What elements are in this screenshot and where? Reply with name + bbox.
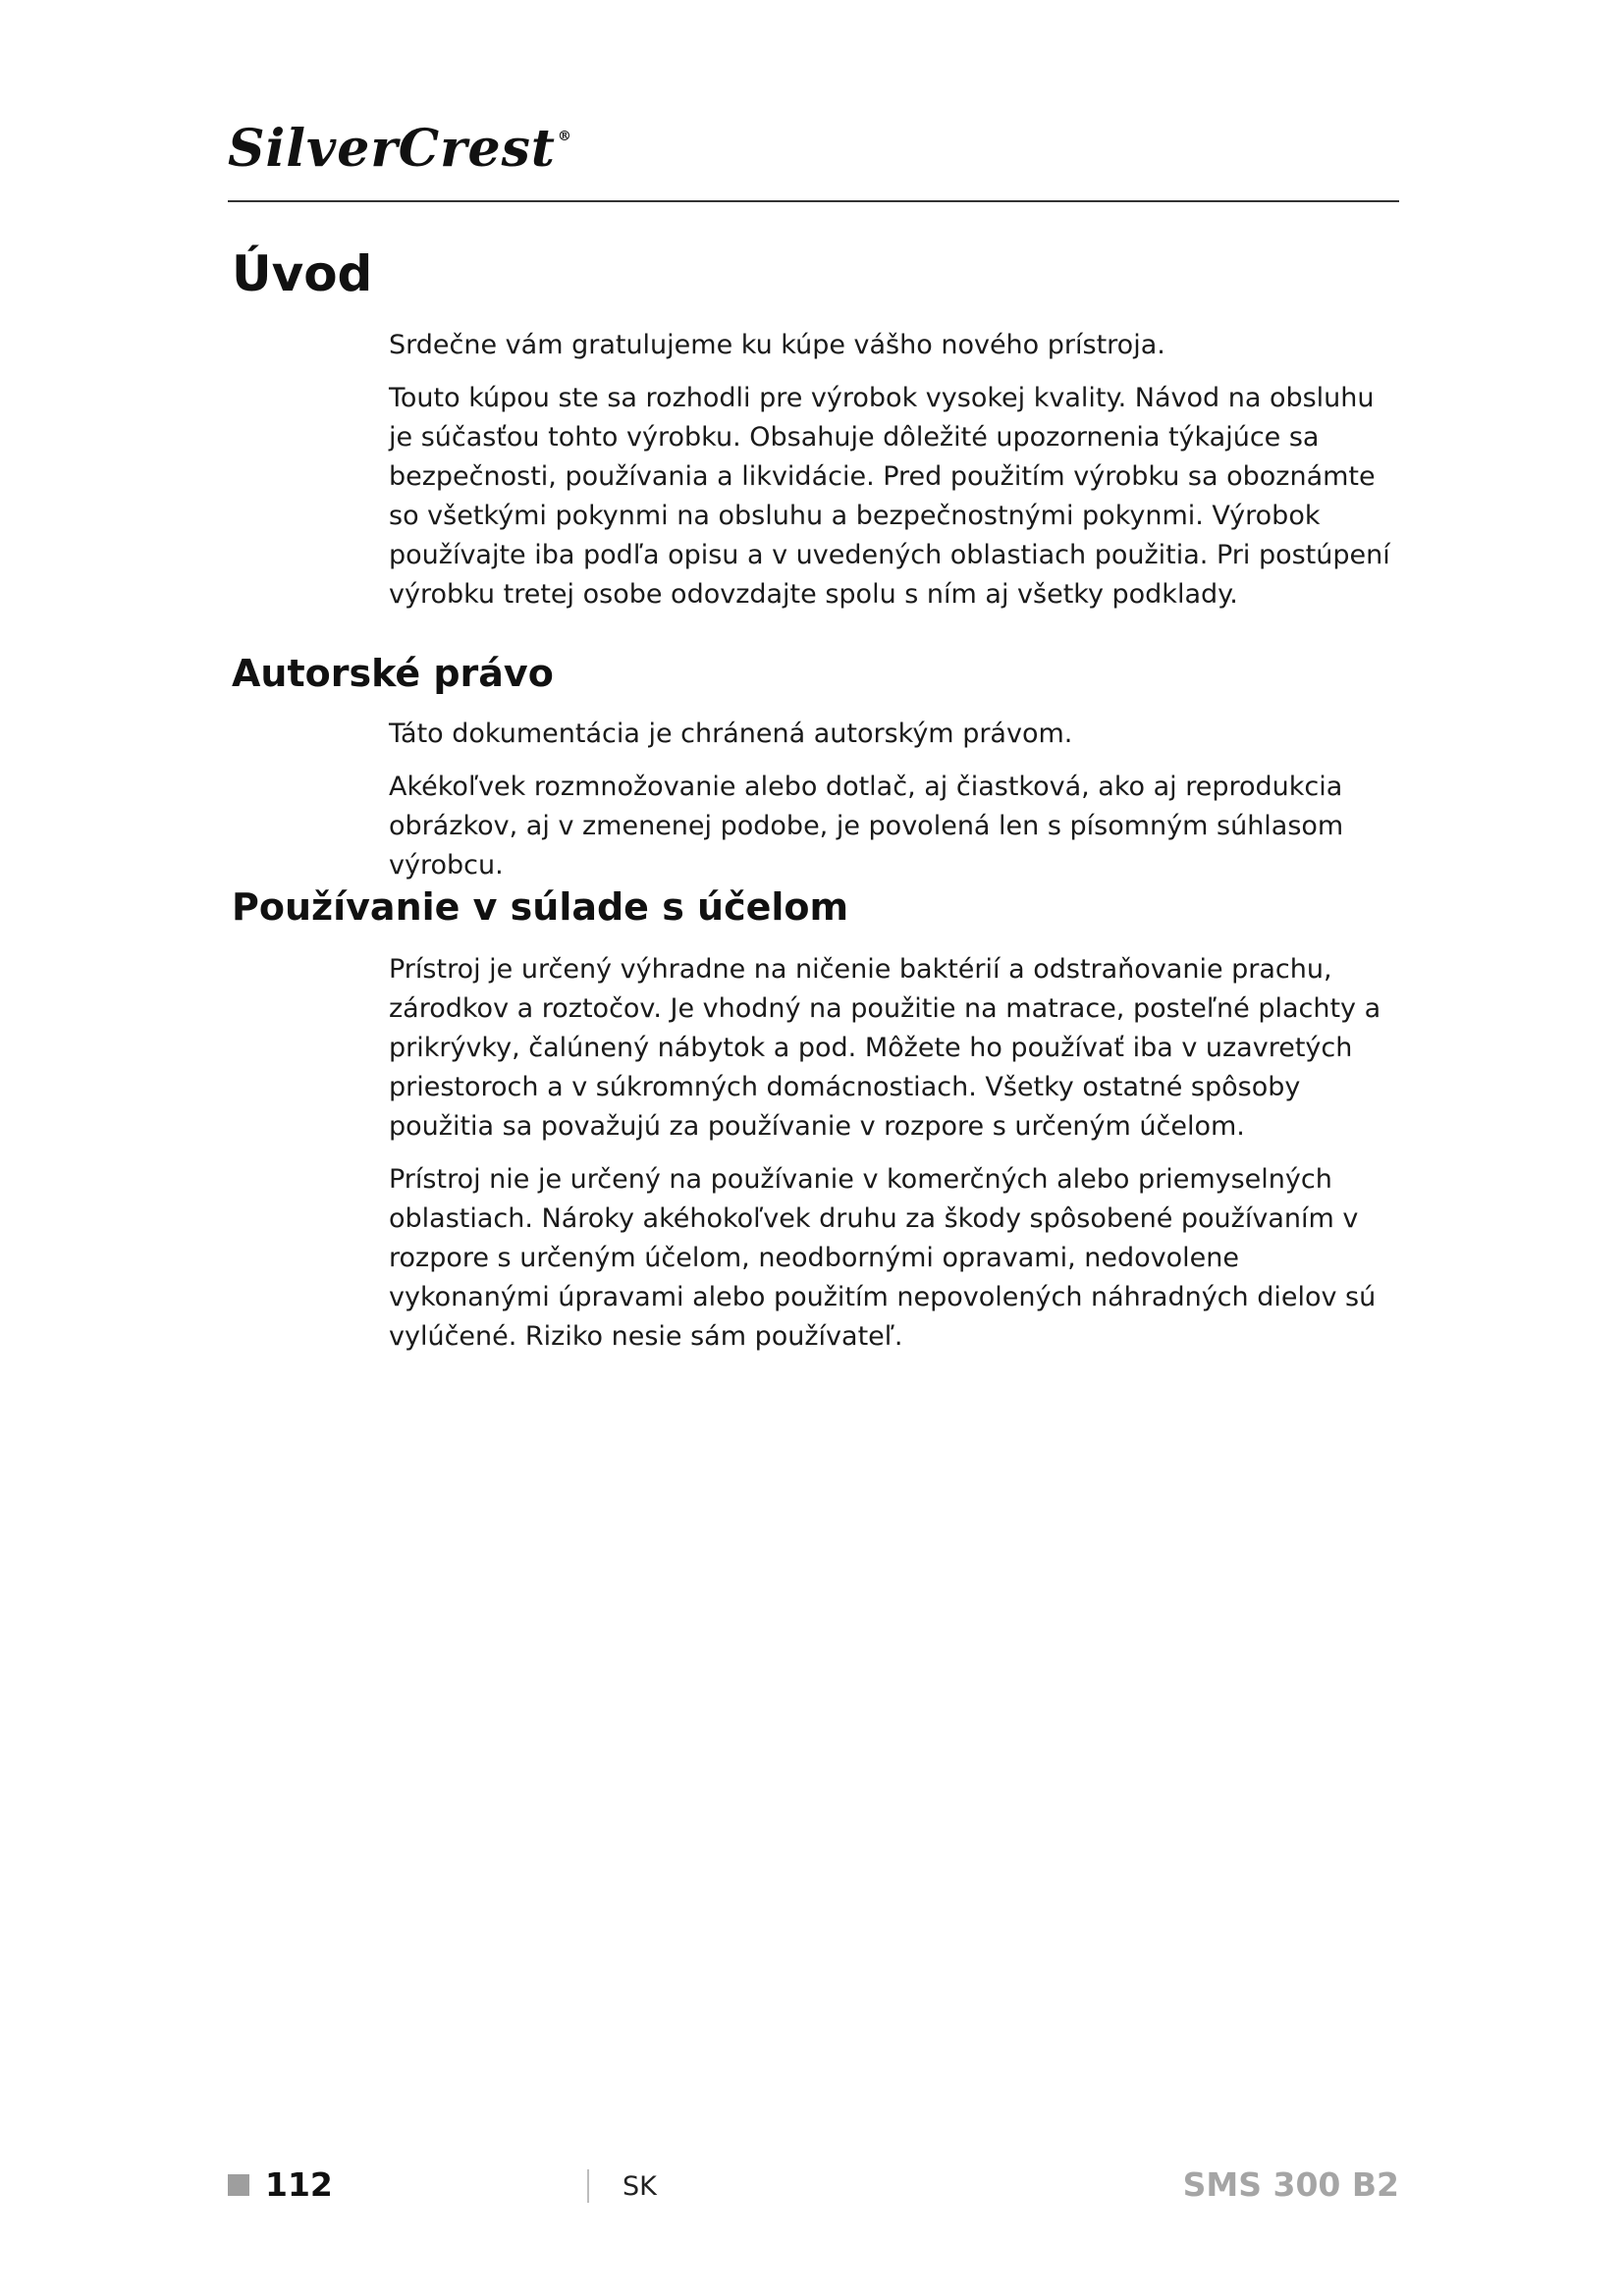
model-number: SMS 300 B2 [1182,2165,1399,2204]
section-title-copyright: Autorské právo [232,652,554,695]
section-title-intro: Úvod [232,245,373,302]
section-body-copyright [389,715,1406,899]
language-code: SK [623,2171,657,2202]
page-number: 112 [265,2165,333,2204]
registered-mark: ® [557,129,572,144]
section-title-intended-use: Používanie v súlade s účelom [232,885,849,929]
paragraph: Srdečne vám gratulujeme ku kúpe vášho nového prístroja. [389,330,1165,360]
footer-separator [587,2169,589,2203]
section-body-intended-use [389,950,1406,1370]
paragraph: Akékoľvek rozmnožovanie alebo dotlač, aj čiastková, ako aj reprodukcia obrázkov, aj v zmenenej podobe, je povolená len s písomným súhlasom výrobcu. [389,772,1344,881]
page-footer [228,2165,1399,2205]
brand-name: SilverCrest [228,119,556,179]
header-divider [228,200,1399,202]
paragraph: Táto dokumentácia je chránená autorským právom. [389,719,1073,749]
paragraph: Prístroj je určený výhradne na ničenie baktérií a odstraňovanie prachu, zárodkov a roztočov. Je vhodný na použitie na matrace, posteľné plachty a prikrývky, čalúnený nábytok a pod. Môžete ho používať iba v uzavretých priestoroch a v súkromných domácnostiach. Všetky ostatné spôsoby použitia sa považujú za používanie v rozpore s určeným účelom. [389,954,1381,1142]
page-marker-square [228,2174,249,2196]
paragraph: Touto kúpou ste sa rozhodli pre výrobok vysokej kvality. Návod na obsluhu je súčasťou tohto výrobku. Obsahuje dôležité upozornenia týkajúce sa bezpečnosti, používania a likvidácie. Pred použitím výrobku sa oboznámte so všetkými pokynmi na obsluhu a bezpečnostnými pokynmi. Výrobok používajte iba podľa opisu a v uvedených oblastiach použitia. Pri postúpení výrobku tretej osobe odovzdajte spolu s ním aj všetky podklady. [389,383,1390,610]
brand-logo [228,119,572,179]
paragraph: Prístroj nie je určený na používanie v komerčných alebo priemyselných oblastiach. Nároky akéhokoľvek druhu za škody spôsobené používaním v rozpore s určeným účelom, neodbornými opravami, nedovolene vykonanými úpravami alebo použitím nepovolených náhradných dielov sú vylúčené. Riziko nesie sám používateľ. [389,1164,1377,1352]
section-body-intro [389,326,1406,628]
